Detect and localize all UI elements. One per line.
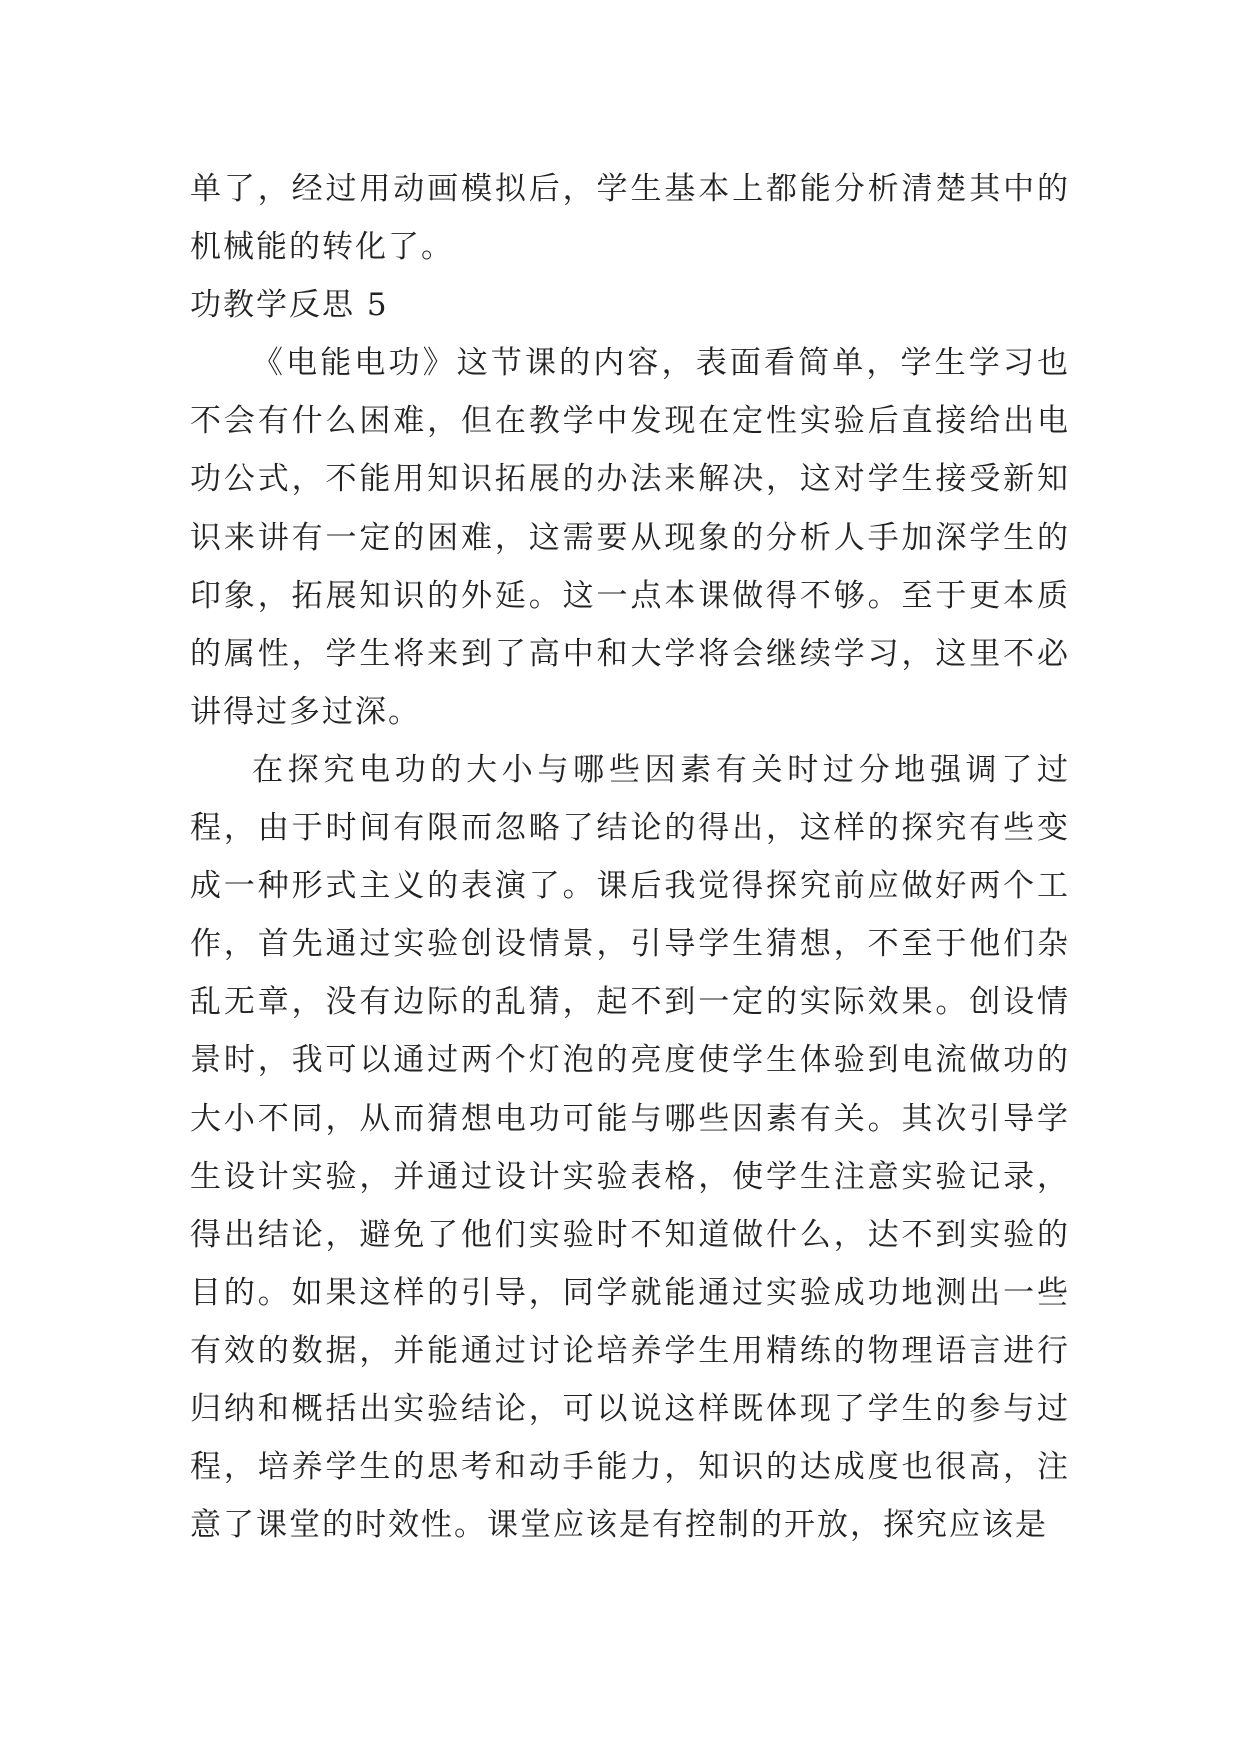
paragraph: 《电能电功》这节课的内容，表面看简单，学生学习也不会有什么困难，但在教学中发现在定性实验后直接给出电功公式，不能用知识拓展的办法来解决，这对学生接受新知识来讲有一定的困难，这需要从现象的分析人手加深学生的印象，拓展知识的外延。这一点本课做得不够。至于更本质的属性，学生将来到了高中和大学将会继续学习，这里不必讲得过多过深。 — [190, 345, 1070, 730]
paragraph-continued: 单了，经过用动画模拟后，学生基本上都能分析清楚其中的机械能的转化了。 — [190, 171, 1070, 266]
section-heading: 功教学反思 5 — [190, 287, 389, 324]
document-body — [190, 160, 1070, 1554]
paragraph: 在探究电功的大小与哪些因素有关时过分地强调了过程，由于时间有限而忽略了结论的得出，这样的探究有些变成一种形式主义的表演了。课后我觉得探究前应做好两个工作，首先通过实验创设情景，引导学生猜想，不至于他们杂乱无章，没有边际的乱猜，起不到一定的实际效果。创设情景时，我可以通过两个灯泡的亮度使学生体验到电流做功的大小不同，从而猜想电功可能与哪些因素有关。其次引导学生设计实验，并通过设计实验表格，使学生注意实验记录，得出结论，避免了他们实验时不知道做什么，达不到实验的目的。如果这样的引导，同学就能通过实验成功地测出一些有效的数据，并能通过讨论培养学生用精练的物理语言进行归纳和概括出实验结论，可以说这样既体现了学生的参与过程，培养学生的思考和动手能力，知识的达成度也很高，注意了课堂的时效性。课堂应该是有控制的开放，探究应该是 — [190, 751, 1070, 1544]
